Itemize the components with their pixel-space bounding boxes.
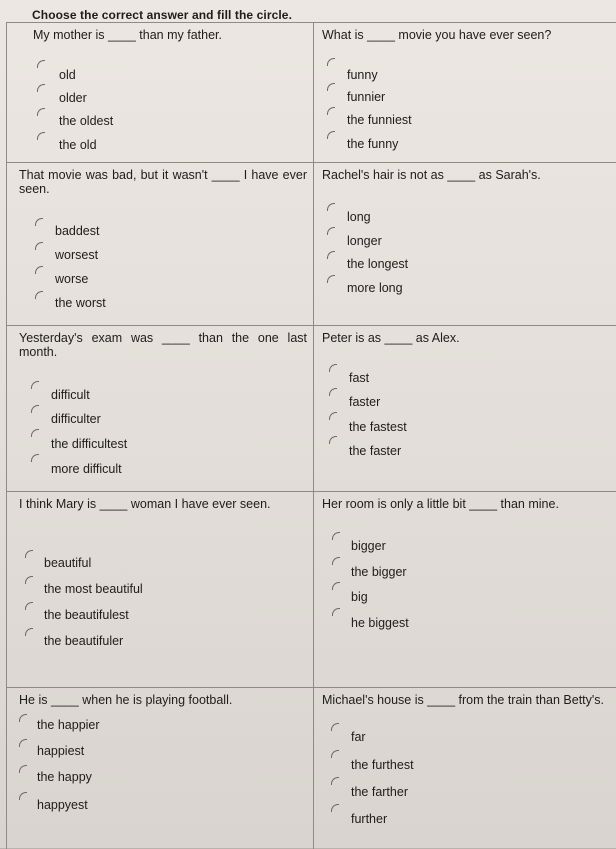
radio-6-c[interactable] [329,412,337,420]
radio-8-b[interactable] [332,557,340,565]
option-3-c: worse [55,272,89,286]
option-3-b: worsest [55,248,99,262]
question-text-3: That movie was bad, but it wasn't ____ I have ever seen. [19,168,307,196]
option-7-a: beautiful [44,556,92,570]
radio-9-a[interactable] [19,714,27,722]
option-5-c: the difficultest [51,437,128,451]
option-2-c: the funniest [347,113,412,127]
radio-5-d[interactable] [31,454,39,462]
radio-10-c[interactable] [331,777,339,785]
radio-9-d[interactable] [19,792,27,800]
option-8-a: bigger [351,539,386,553]
question-text-2: What is ____ movie you have ever seen? [322,28,552,42]
radio-2-b[interactable] [327,83,335,91]
question-cell-6 [314,326,616,492]
radio-4-a[interactable] [327,203,335,211]
option-2-d: the funny [347,137,399,151]
option-7-d: the beautifuler [44,634,124,648]
radio-6-d[interactable] [329,436,337,444]
question-cell-3 [7,163,314,326]
option-9-a: the happier [37,718,100,732]
question-cell-8 [314,492,616,688]
radio-3-a[interactable] [35,218,43,226]
radio-3-b[interactable] [35,242,43,250]
option-1-c: the oldest [59,114,114,128]
option-6-b: faster [349,395,381,409]
radio-9-c[interactable] [19,765,27,773]
option-10-d: further [351,812,388,826]
radio-5-a[interactable] [31,381,39,389]
option-2-a: funny [347,68,378,82]
radio-1-a[interactable] [37,60,45,68]
radio-5-b[interactable] [31,405,39,413]
option-8-c: big [351,590,368,604]
option-7-c: the beautifulest [44,608,129,622]
question-text-5: Yesterday's exam was ____ than the one last month. [19,331,307,359]
radio-7-d[interactable] [25,628,33,636]
radio-3-c[interactable] [35,266,43,274]
option-6-a: fast [349,371,370,385]
radio-4-c[interactable] [327,251,335,259]
option-8-b: the bigger [351,565,407,579]
question-cell-1 [7,23,314,163]
option-5-a: difficult [51,388,90,402]
option-6-d: the faster [349,444,402,458]
radio-2-d[interactable] [327,131,335,139]
question-grid [6,22,616,849]
option-1-a: old [59,68,76,82]
radio-3-d[interactable] [35,291,43,299]
question-cell-4 [314,163,616,326]
radio-8-d[interactable] [332,608,340,616]
radio-4-d[interactable] [327,275,335,283]
radio-5-c[interactable] [31,429,39,437]
radio-7-c[interactable] [25,602,33,610]
question-cell-5 [7,326,314,492]
question-cell-2 [314,23,616,163]
radio-7-a[interactable] [25,550,33,558]
option-1-b: older [59,91,87,105]
radio-6-a[interactable] [329,364,337,372]
question-text-4: Rachel's hair is not as ____ as Sarah's. [322,168,541,182]
option-2-b: funnier [347,90,386,104]
option-5-d: more difficult [51,462,122,476]
question-text-9: He is ____ when he is playing football. [19,693,233,707]
question-text-1: My mother is ____ than my father. [33,28,222,42]
radio-10-d[interactable] [331,804,339,812]
radio-10-a[interactable] [331,723,339,731]
question-cell-7 [7,492,314,688]
option-9-d: happyest [37,798,88,812]
question-text-7: I think Mary is ____ woman I have ever seen. [19,497,271,511]
option-10-a: far [351,730,366,744]
option-10-c: the farther [351,785,408,799]
option-4-b: longer [347,234,382,248]
option-10-b: the furthest [351,758,414,772]
question-text-8: Her room is only a little bit ____ than mine. [322,497,559,511]
option-3-d: the worst [55,296,106,310]
option-5-b: difficulter [51,412,101,426]
option-9-c: the happy [37,770,92,784]
question-cell-9 [7,688,314,849]
radio-1-d[interactable] [37,132,45,140]
option-4-d: more long [347,281,403,295]
option-4-a: long [347,210,371,224]
radio-10-b[interactable] [331,750,339,758]
radio-7-b[interactable] [25,576,33,584]
radio-8-c[interactable] [332,582,340,590]
question-text-6: Peter is as ____ as Alex. [322,331,460,345]
option-1-d: the old [59,138,97,152]
radio-2-c[interactable] [327,107,335,115]
option-4-c: the longest [347,257,409,271]
radio-2-a[interactable] [327,58,335,66]
radio-1-b[interactable] [37,84,45,92]
question-text-10: Michael's house is ____ from the train than Betty's. [322,693,605,707]
radio-1-c[interactable] [37,108,45,116]
option-9-b: happiest [37,744,85,758]
option-3-a: baddest [55,224,100,238]
radio-9-b[interactable] [19,739,27,747]
option-8-d: he biggest [351,616,409,630]
question-cell-10 [314,688,616,849]
radio-4-b[interactable] [327,227,335,235]
radio-8-a[interactable] [332,532,340,540]
instruction-heading: Choose the correct answer and fill the circle. [32,8,293,22]
radio-6-b[interactable] [329,388,337,396]
option-6-c: the fastest [349,420,407,434]
option-7-b: the most beautiful [44,582,143,596]
